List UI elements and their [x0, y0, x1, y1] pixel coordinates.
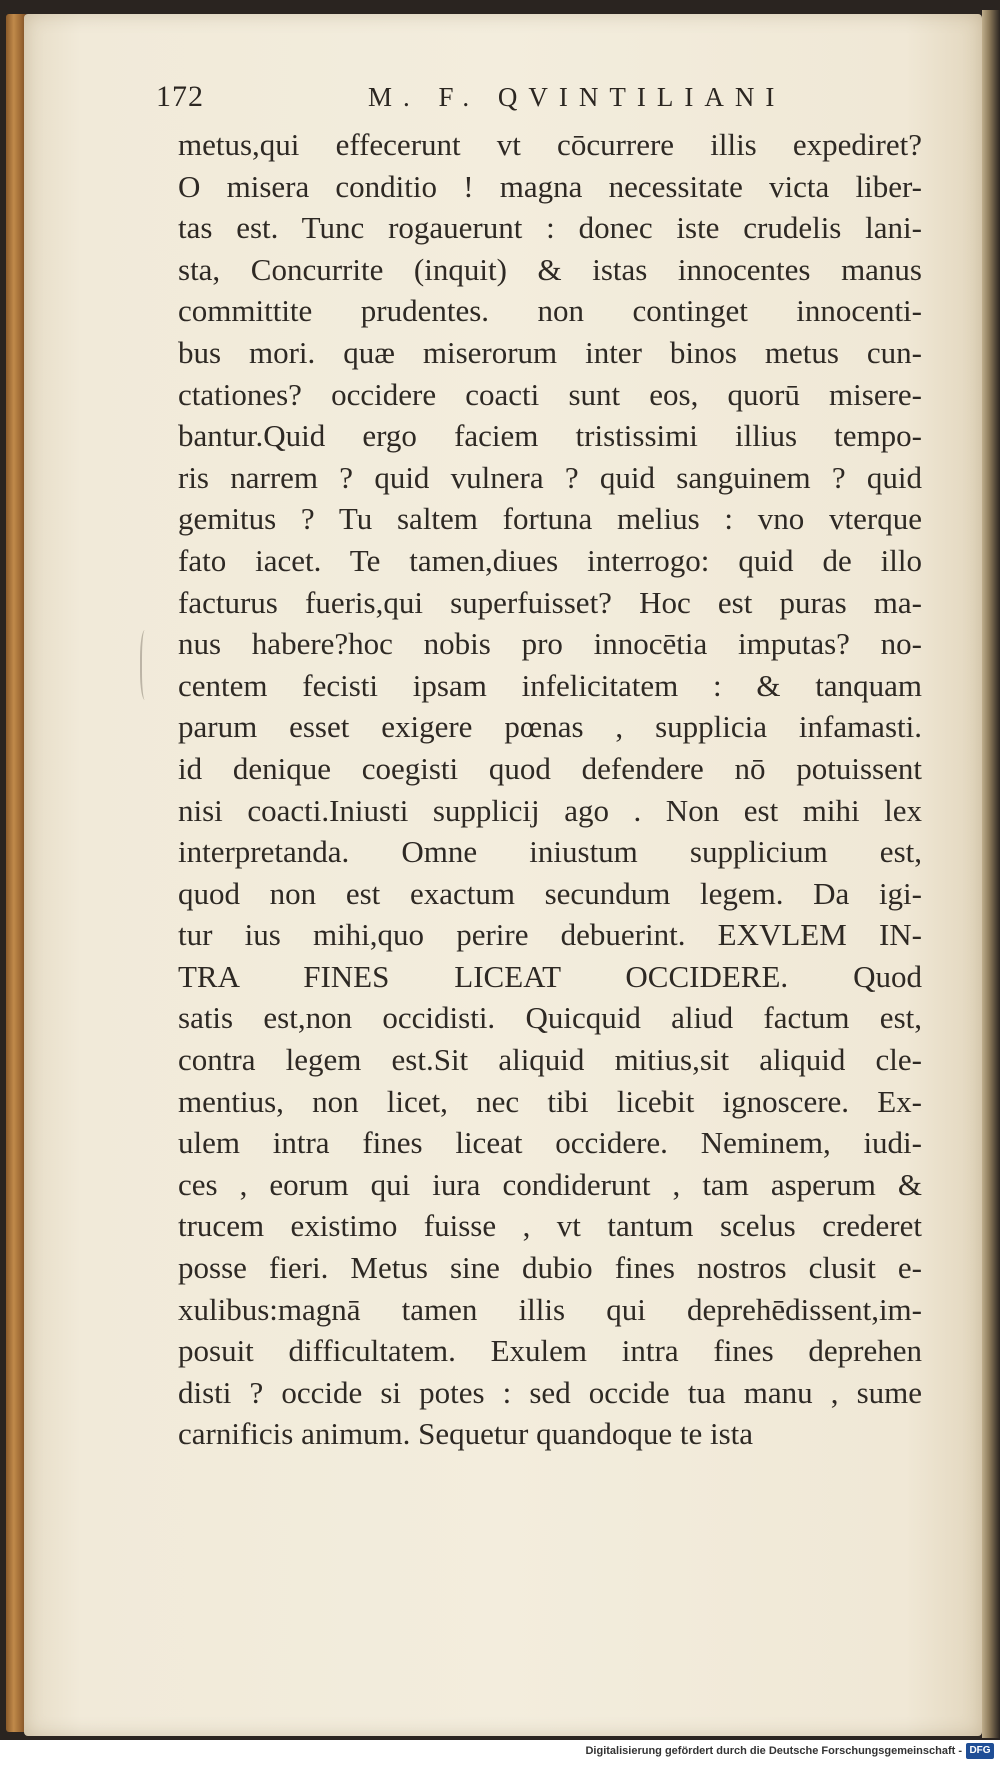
text-line: TRA FINES LICEAT OCCIDERE. Quod — [178, 958, 922, 994]
text-line: bantur.Quid ergo faciem tristissimi illius tempo- — [178, 418, 922, 454]
text-line: ris narrem ? quid vulnera ? quid sanguinem ? quid — [178, 459, 922, 495]
text-line: quod non est exactum secundum legem. Da igi- — [178, 875, 922, 911]
text-line: posuit difficultatem. Exulem intra fines deprehen — [178, 1333, 922, 1369]
page-header — [156, 80, 946, 124]
text-line: trucem existimo fuisse , vt tantum scelus crederet — [178, 1208, 922, 1244]
text-line: sta, Concurrite (inquit) & istas innocentes manus — [178, 251, 922, 287]
body-text — [178, 124, 922, 1455]
text-line: facturus fueris,qui superfuisset? Hoc est puras ma- — [178, 584, 922, 620]
text-line: O misera conditio ! magna necessitate victa liber- — [178, 168, 922, 204]
digitization-credit: Digitalisierung gefördert durch die Deutsche Forschungsgemeinschaft - — [585, 1745, 962, 1757]
margin-mark — [140, 630, 152, 700]
text-line: ulem intra fines liceat occidere. Neminem, iudi- — [178, 1125, 922, 1161]
text-line: interpretanda. Omne iniustum supplicium est, — [178, 834, 922, 870]
text-line: satis est,non occidisti. Quicquid aliud factum est, — [178, 1000, 922, 1036]
text-line: bus mori. quæ miserorum inter binos metus cun- — [178, 334, 922, 370]
running-head: M. F. QVINTILIANI — [368, 82, 786, 112]
dfg-logo: DFG — [966, 1743, 994, 1759]
text-line: tur ius mihi,quo perire debuerint. EXVLEM IN- — [178, 917, 922, 953]
text-line: posse fieri. Metus sine dubio fines nostros clusit e- — [178, 1250, 922, 1286]
text-line: carnificis animum. Sequetur quandoque te ista — [178, 1416, 754, 1452]
footer-bar — [0, 1740, 1000, 1765]
text-line: xulibus:magnā tamen illis qui deprehēdissent,im- — [178, 1291, 922, 1327]
page-number: 172 — [156, 80, 204, 113]
text-line: id denique coegisti quod defendere nō potuissent — [178, 750, 922, 786]
text-line: contra legem est.Sit aliquid mitius,sit aliquid cle- — [178, 1042, 922, 1078]
text-line: nus habere?hoc nobis pro innocētia imputas? no- — [178, 626, 922, 662]
text-line: parum esset exigere pœnas , supplicia infamasti. — [178, 709, 922, 745]
text-line: gemitus ? Tu saltem fortuna melius : vno vterque — [178, 501, 922, 537]
text-line: centem fecisti ipsam infelicitatem : & tanquam — [178, 667, 922, 703]
text-line: ctationes? occidere coacti sunt eos, quorū misere- — [178, 376, 922, 412]
text-line: mentius, non licet, nec tibi licebit ignoscere. Ex- — [178, 1083, 922, 1119]
text-line: ces , eorum qui iura condiderunt , tam asperum & — [178, 1166, 922, 1202]
text-line: disti ? occide si potes : sed occide tua manu , sume — [178, 1374, 922, 1410]
text-line: metus,qui effecerunt vt cōcurrere illis expediret? — [178, 127, 922, 162]
text-line: nisi coacti.Iniusti supplicij ago . Non est mihi lex — [178, 792, 922, 828]
text-line: fato iacet. Te tamen,diues interrogo: quid de illo — [178, 542, 922, 578]
text-line: tas est. Tunc rogauerunt : donec iste crudelis lani- — [178, 210, 922, 246]
text-line: committite prudentes. non continget innocenti- — [178, 293, 922, 329]
page-gutter-shadow — [982, 10, 1000, 1738]
